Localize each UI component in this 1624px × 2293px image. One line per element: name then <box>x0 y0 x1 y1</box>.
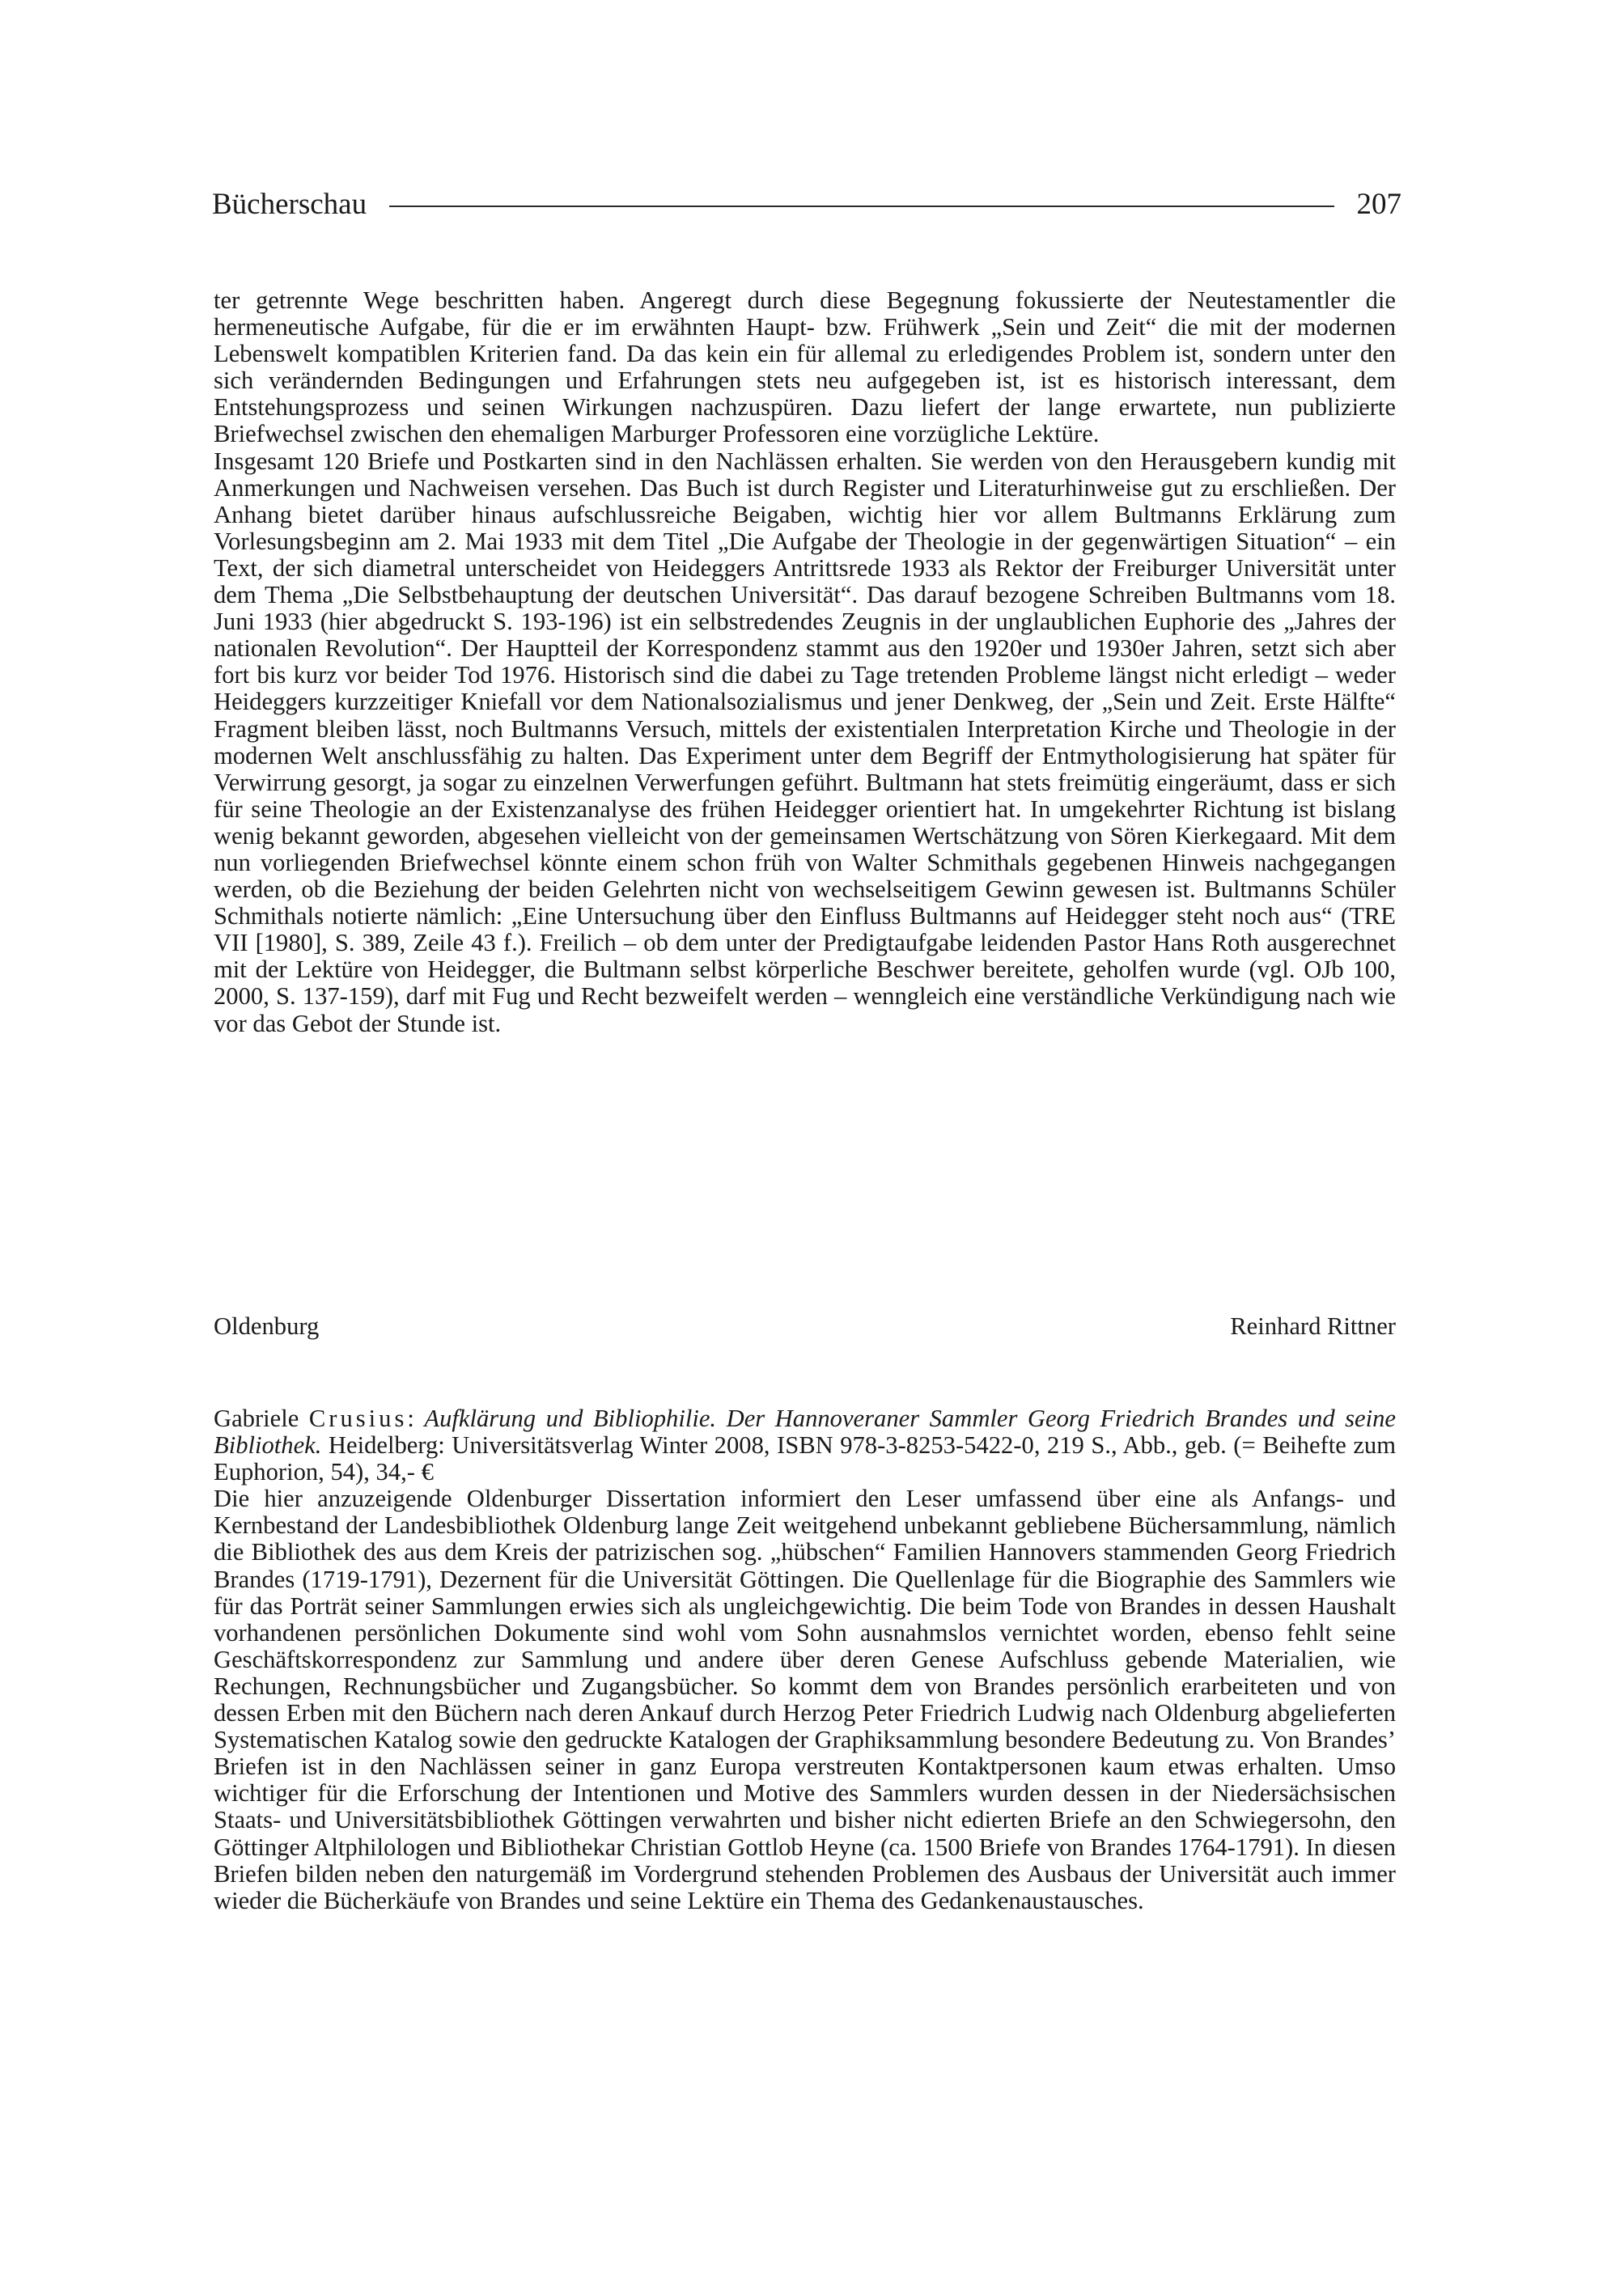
author-last-name: Crusius <box>308 1405 408 1432</box>
review-signoff <box>214 1313 1396 1340</box>
review-entry <box>214 1405 1396 1914</box>
running-head <box>212 183 1401 225</box>
paragraph: ter getrennte Wege beschritten haben. Angeregt durch diese Begegnung fokussierte der Neutestamentler die hermeneutische Aufgabe, für die er im erwähnten Haupt- bzw. Frühwerk „Sein und Zeit“ die mit der modernen Lebenswelt kompatiblen Kriterien fand. Da das kein ein für allemal zu erledigendes Problem ist, sondern unter den sich verändernden Bedingungen und Erfahrungen stets neu aufgegeben ist, ist es historisch interessant, dem Entstehungsprozess und seinen Wirkungen nachzuspüren. Dazu liefert der lange erwartete, nun publizierte Briefwechsel zwischen den ehemaligen Marburger Professoren eine vorzügliche Lektüre. <box>214 286 1396 448</box>
review-place: Oldenburg <box>214 1312 320 1340</box>
header-rule <box>389 206 1334 207</box>
reviewer-name: Reinhard Rittner <box>1230 1312 1396 1340</box>
review-body <box>214 287 1396 1037</box>
paragraph: Die hier anzuzeigende Oldenburger Dissertation informiert den Leser umfassend über eine als Anfangs- und Kernbestand der Landesbibliothek Oldenburg lange Zeit weitgehend unbekannt gebliebene Büchersammlung, nämlich die Bibliothek des aus dem Kreis der patrizischen sog. „hübschen“ Familien Hannovers stammenden Georg Friedrich Brandes (1719-1791), Dezernent für die Universität Göttingen. Die Quellenlage für die Biographie des Sammlers wie für das Porträt seiner Sammlungen erwies sich als ungleichgewichtig. Die beim Tode von Brandes in dessen Haushalt vorhandenen persönlichen Dokumente sind wohl vom Sohn ausnahmslos vernichtet worden, ebenso fehlt seine Geschäftskorrespondenz zur Sammlung und andere über deren Genese Aufschluss gebende Materialien, wie Rechungen, Rechnungsbücher und Zugangsbücher. So kommt dem von Brandes persönlich erarbeiteten und von dessen Erben mit den Büchern nach deren Ankauf durch Herzog Peter Friedrich Ludwig nach Oldenburg abgelieferten Systematischen Katalog sowie den gedruckte Katalogen der Graphiksammlung besondere Bedeutung zu. Von Brandes’ Briefen ist in den Nachlässen seiner in ganz Europa verstreuten Kontaktpersonen kaum etwas erhalten. Umso wichtiger für die Erforschung der Intentionen und Motive des Sammlers wurden dessen in der Niedersächsischen Staats- und Universitätsbibliothek Göttingen verwahrten und bisher nicht edierten Briefe an den Schwiegersohn, den Göttinger Altphilologen und Bibliothekar Christian Gottlob Heyne (ca. 1500 Briefe von Brandes 1764-1791). In diesen Briefen bilden neben den naturgemäß im Vordergrund stehenden Problemen des Ausbaus der Universität auch immer wieder die Bücherkäufe von Brandes und seine Lektüre ein Thema des Gedankenaustausches. <box>214 1485 1396 1914</box>
paragraph: Insgesamt 120 Briefe und Postkarten sind in den Nachlässen erhalten. Sie werden von den Herausgebern kundig mit Anmerkungen und Nachweisen versehen. Das Buch ist durch Register und Literaturhinweise gut zu erschließen. Der Anhang bietet darüber hinaus aufschlussreiche Beigaben, wichtig hier vor allem Bultmanns Erklärung zum Vorlesungsbeginn am 2. Mai 1933 mit dem Titel „Die Aufgabe der Theologie in der gegenwärtigen Situation“ – ein Text, der sich diametral unterscheidet von Heideggers Antrittsrede 1933 als Rektor der Freiburger Universität unter dem Thema „Die Selbstbehauptung der deutschen Universität“. Das darauf bezogene Schreiben Bultmanns vom 18. Juni 1933 (hier abgedruckt S. 193-196) ist ein selbstredendes Zeugnis in der unglaublichen Euphorie des „Jahres der nationalen Revolution“. Der Hauptteil der Korrespondenz stammt aus den 1920er und 1930er Jahren, setzt sich aber fort bis kurz vor beider Tod 1976. Historisch sind die dabei zu Tage tretenden Probleme längst nicht erledigt – weder Heideggers kurzzeitiger Kniefall vor dem Nationalsozialismus und jener Denkweg, der „Sein und Zeit. Erste Hälfte“ Fragment bleiben lässt, noch Bultmanns Versuch, mittels der existentialen Interpretation Kirche und Theologie in der modernen Welt anschlussfähig zu halten. Das Experiment unter dem Begriff der Entmythologisierung hat später für Verwirrung gesorgt, ja sogar zu einzelnen Verwerfungen geführt. Bultmann hat stets freimütig eingeräumt, dass er sich für seine Theologie an der Existenzanalyse des frühen Heidegger orientiert hat. In umgekehrter Richtung ist bislang wenig bekannt geworden, abgesehen vielleicht von der gemeinsamen Wertschätzung von Sören Kierkegaard. Mit dem nun vorliegenden Briefwechsel könnte einem schon früh von Walter Schmithals gegebenen Hinweis nachgegangen werden, ob die Beziehung der beiden Gelehrten nicht von wechselseitigem Gewinn gewesen ist. Bultmanns Schüler Schmithals notierte nämlich: „Eine Untersuchung über den Einfluss Bultmanns auf Heidegger steht noch aus“ (TRE VII [1980], S. 389, Zeile 43 f.). Freilich – ob dem unter der Predigtaufgabe leidenden Pastor Hans Roth ausgerechnet mit der Lektüre von Heidegger, die Bultmann selbst körperliche Beschwer bereitete, geholfen wurde (vgl. OJb 100, 2000, S. 137-159), darf mit Fug und Recht bezweifelt werden – wenngleich eine verständliche Verkündigung nach wie vor das Gebot der Stunde ist. <box>214 447 1396 1037</box>
page-number: 207 <box>1356 187 1401 221</box>
bibliographic-entry: Gabriele Crusius: Aufklärung und Bibliophilie. Der Hannoveraner Sammler Georg Friedrich Brandes und seine Bibliothek. Heidelberg: Universitätsverlag Winter 2008, ISBN 978-3-8253-5422-0, 219 S., Abb., geb. (= Beihefte zum Euphorion, 54), 34,- € <box>214 1405 1396 1486</box>
book-title: Aufklärung und Bibliophilie. Der Hannoveraner Sammler Georg Friedrich Brandes und seine Bibliothek. <box>214 1405 1396 1460</box>
publication-details: Heidelberg: Universitätsverlag Winter 2008, ISBN 978-3-8253-5422-0, 219 S., Abb., geb. (= Beihefte zum Euphorion, 54), 34,- € <box>214 1431 1396 1486</box>
author-first-name: Gabriele <box>214 1405 299 1432</box>
section-title: Bücherschau <box>212 187 367 221</box>
